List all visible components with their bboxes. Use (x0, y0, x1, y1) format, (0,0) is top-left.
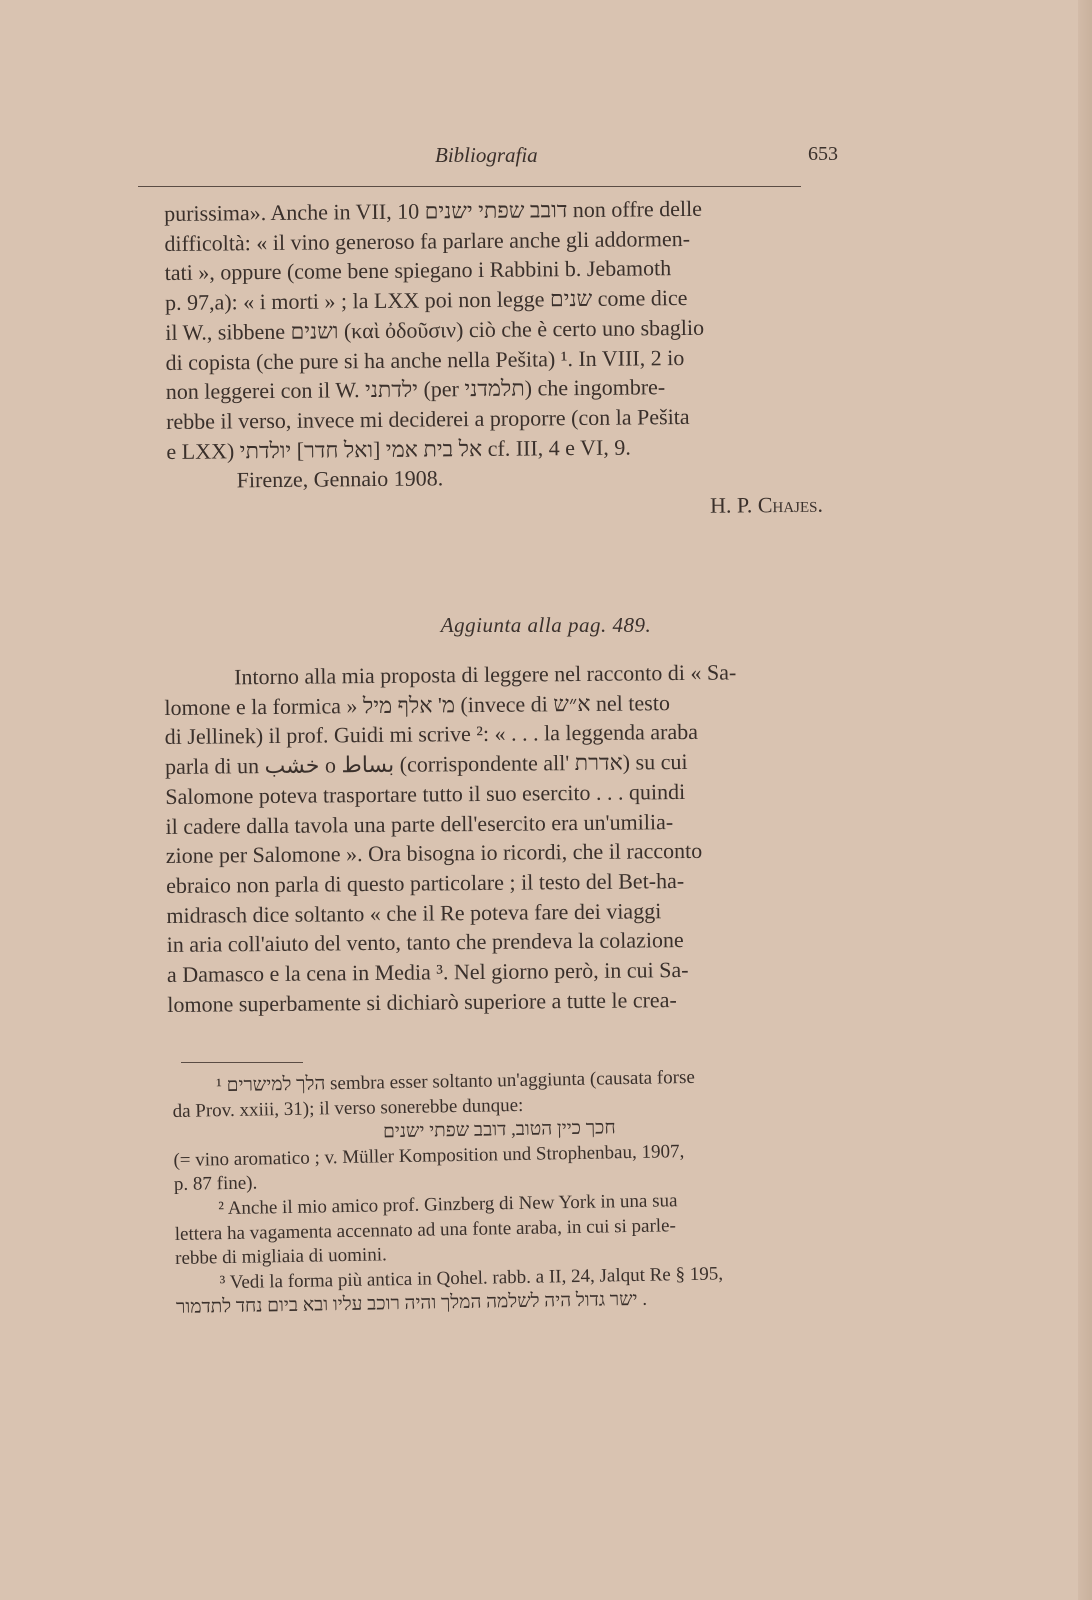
text-line: il W., sibbene ושנים (καὶ ὀδοῦσιν) ciò che è certo uno sbaglio (165, 314, 705, 345)
text-line: a Damasco e la cena in Media ³. Nel giorno però, in cui Sa- (166, 957, 689, 988)
footnote-line: ² Anche il mio amico prof. Ginzberg di New York in una sua (218, 1190, 678, 1220)
text-line: non leggerei con il W. ילדתני (per תלמדני) che ingombre- (165, 374, 666, 405)
addendum-body (164, 656, 847, 1019)
article-body (164, 192, 847, 525)
footnote-line: p. 87 fine). (173, 1172, 258, 1196)
text-line: parla di un خشب o بساط (corrispondente all' אדרת) su cui (164, 749, 688, 780)
place-date: Firenze, Gennaio 1908. (236, 465, 444, 493)
text-line: purissima». Anche in VII, 10 דובב שפתי ישנים non offre delle (164, 195, 703, 226)
addendum-heading: Aggiunta alla pag. 489. (440, 613, 652, 637)
page-number: 653 (808, 143, 838, 165)
footnote-line: ³ Vedi la forma più antica in Qohel. rabb. a II, 24, Jalqut Re § 195, (219, 1263, 724, 1293)
footnote-line: חכך כיין הטוב, דובב שפתי ישנים (382, 1117, 616, 1143)
running-title: Bibliografia (435, 143, 538, 167)
text-line: lomone e la formica » מ' אלף מיל (invece di א״ש nel testo (164, 689, 671, 720)
footnote-line: ישר גדול היה לשלמה המלך והיה רוכב עליו ובא ביום נחד לתדמור . (175, 1289, 648, 1319)
text-line: difficoltà: « il vino generoso fa parlare anche gli addormen- (164, 225, 691, 256)
text-line: lomone superbamente si dichiarò superiore a tutte le crea- (167, 986, 677, 1017)
text-line: zione per Salomone ». Ora bisogna io ricordi, che il racconto (165, 838, 703, 869)
text-line: p. 97,a): « i morti » ; la LXX poi non legge שנים come dice (164, 285, 688, 316)
text-line: ebraico non parla di questo particolare ; il testo del Bet-ha- (166, 867, 685, 898)
header-rule (138, 186, 801, 187)
footnote-line: ¹ הלך למישרים sembra esser soltanto un'aggiunta (causata forse (216, 1066, 695, 1097)
footnote-rule (181, 1062, 303, 1063)
footnote-line: lettera ha vagamenta accennato ad una fonte araba, in cui si parle- (174, 1214, 677, 1245)
text-line: in aria coll'aiuto del vento, tanto che prendeva la colazione (166, 927, 684, 958)
text-line: tati », oppure (come bene spiegano i Rabbini b. Jebamoth (164, 255, 672, 286)
text-line: Salomone poteva trasportare tutto il suo esercito . . . quindi (165, 778, 686, 809)
footnote-line: rebbe di migliaia di uomini. (175, 1244, 387, 1270)
footnotes (172, 1063, 846, 1321)
text-line: il cadere dalla tavola una parte dell'esercito era un'umilia- (165, 808, 674, 839)
text-line: midrasch dice soltanto « che il Re poteva fare dei viaggi (166, 897, 662, 928)
footnote-line: da Prov. xxiii, 31); il verso sonerebbe dunque: (172, 1094, 524, 1122)
text-line: di copista (che pure si ha anche nella Pešita) ¹. In VIII, 2 io (165, 344, 685, 375)
author-signature: H. P. Chajes. (709, 491, 824, 518)
text-line: rebbe il verso, invece mi deciderei a proporre (con la Pešita (166, 403, 690, 434)
footnote-line: (= vino aromatico ; v. Müller Komposition und Strophenbau, 1907, (173, 1140, 685, 1171)
text-line: e LXX) אל בית אמי [ואל חדר] יולדתי cf. III, 4 e VI, 9. (166, 434, 631, 464)
text-line: di Jellinek) il prof. Guidi mi scrive ²: « . . . la leggenda araba (164, 719, 699, 750)
text-line: Intorno alla mia proposta di leggere nel racconto di « Sa- (234, 659, 737, 690)
running-header (138, 143, 838, 183)
page-edge (1078, 0, 1092, 1600)
